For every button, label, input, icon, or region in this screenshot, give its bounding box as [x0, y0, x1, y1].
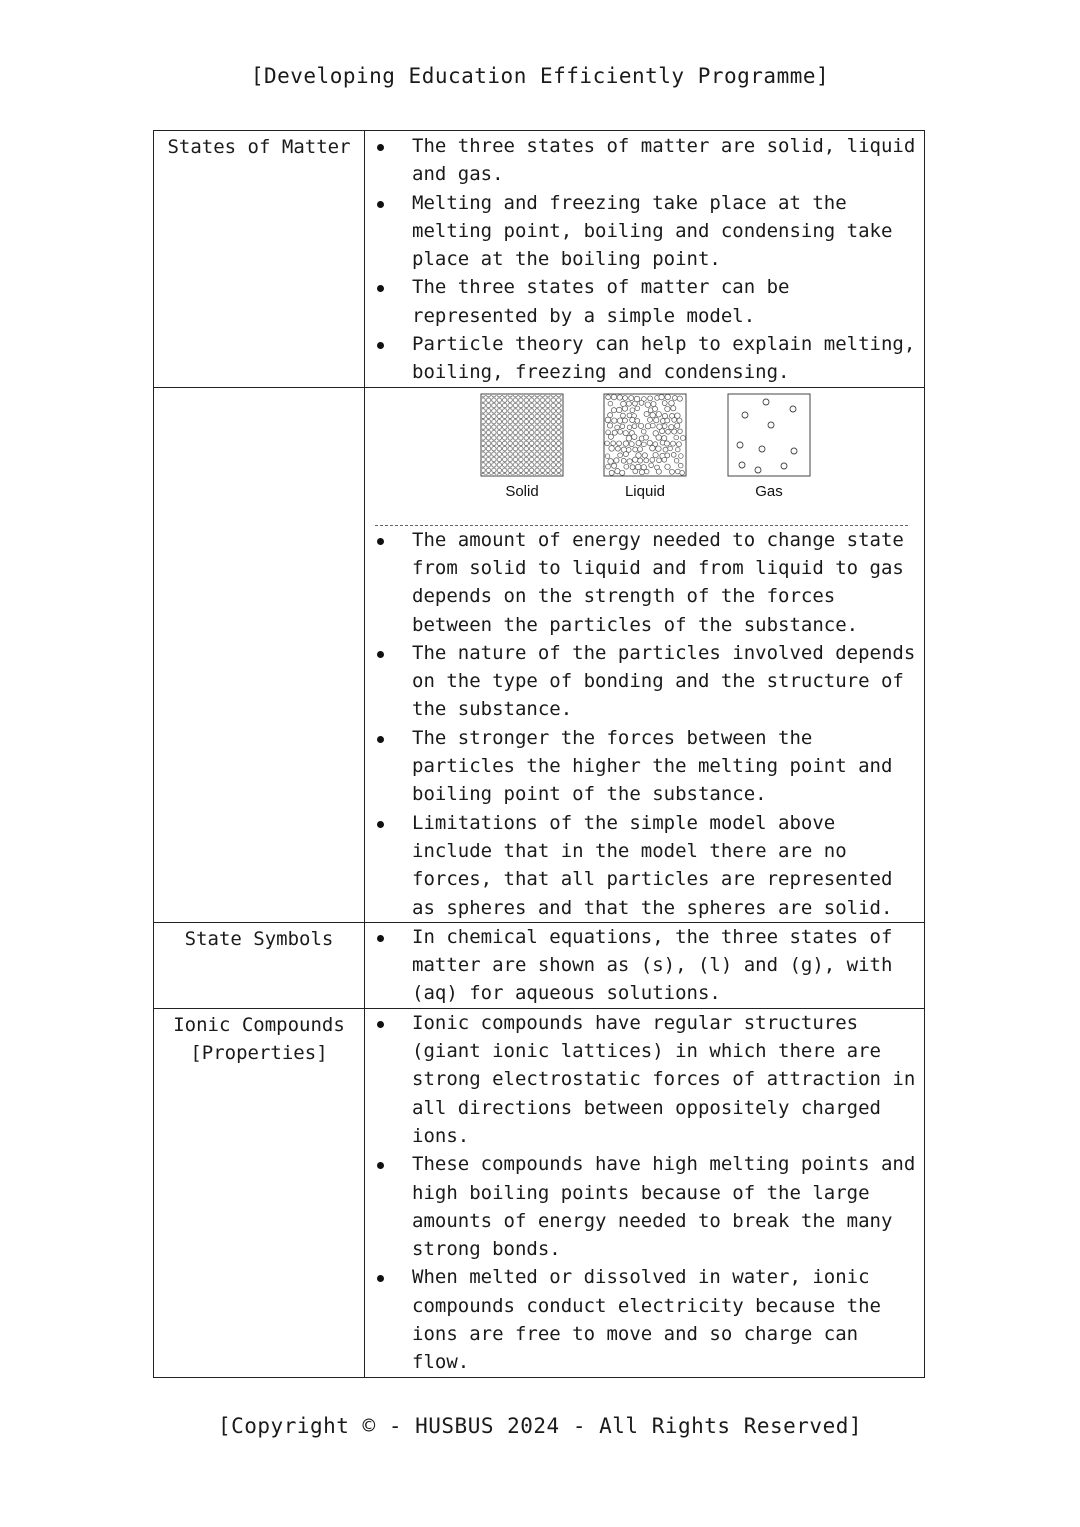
list-item: Melting and freezing take place at the melting point, boiling and condensing take place at the boiling point. — [365, 189, 924, 274]
table-row — [154, 1008, 925, 1377]
list-item: These compounds have high melting points and high boiling points because of the large amounts of energy needed to break the many strong bonds. — [365, 1150, 924, 1263]
bullet-list — [365, 1009, 924, 1377]
list-item: The nature of the particles involved depends on the type of bonding and the structure of the substance. — [365, 639, 924, 724]
bullet-list — [365, 526, 924, 922]
page-footer: [Copyright © - HUSBUS 2024 - All Rights Reserved] — [217, 1414, 862, 1438]
list-item: In chemical equations, the three states of matter are shown as (s), (l) and (g), with (aq) for aqueous solutions. — [365, 923, 924, 1008]
topic-title: State Symbols — [184, 927, 334, 950]
list-item: The three states of matter can be represented by a simple model. — [365, 273, 924, 330]
list-item: Particle theory can help to explain melting, boiling, freezing and condensing. — [365, 330, 924, 387]
list-item: Limitations of the simple model above include that in the model there are no forces, that all particles are represented as spheres and that the spheres are solid. — [365, 809, 924, 922]
list-item: The amount of energy needed to change state from solid to liquid and from liquid to gas depends on the strength of the forces between the particles of the substance. — [365, 526, 924, 639]
particle-model-figure — [475, 392, 815, 504]
list-item: The three states of matter are solid, liquid and gas. — [365, 132, 924, 189]
gas-box — [728, 394, 810, 476]
solid-label: Solid — [505, 482, 539, 500]
notes-table — [153, 130, 925, 1378]
page-header: [Developing Education Efficiently Programme] — [250, 64, 830, 88]
solid-box — [481, 394, 563, 476]
table-row — [154, 922, 925, 1008]
gas-label: Gas — [755, 482, 783, 500]
list-item: The stronger the forces between the particles the higher the melting point and boiling point of the substance. — [365, 724, 924, 809]
content-cell — [365, 131, 925, 388]
list-item: When melted or dissolved in water, ionic compounds conduct electricity because the ions are free to move and so charge can flow. — [365, 1263, 924, 1376]
topic-subtitle: [Properties] — [190, 1041, 328, 1064]
liquid-label: Liquid — [624, 482, 666, 500]
bullet-list — [365, 131, 924, 387]
table-row — [154, 387, 925, 922]
topic-title: Ionic Compounds — [173, 1013, 345, 1036]
topic-cell — [154, 1008, 365, 1377]
content-cell — [365, 1008, 925, 1377]
topic-cell-empty — [154, 387, 365, 922]
topic-cell — [154, 131, 365, 388]
topic-title: States of Matter — [167, 136, 351, 158]
topic-cell — [154, 922, 365, 1008]
table-row — [154, 131, 925, 388]
content-cell — [365, 922, 925, 1008]
liquid-box — [604, 394, 686, 476]
list-item: Ionic compounds have regular structures (giant ionic lattices) in which there are strong electrostatic forces of attraction in all directions between oppositely charged ions. — [365, 1009, 924, 1150]
content-cell — [365, 387, 925, 922]
states-diagram — [365, 392, 924, 525]
bullet-list — [365, 923, 924, 1008]
